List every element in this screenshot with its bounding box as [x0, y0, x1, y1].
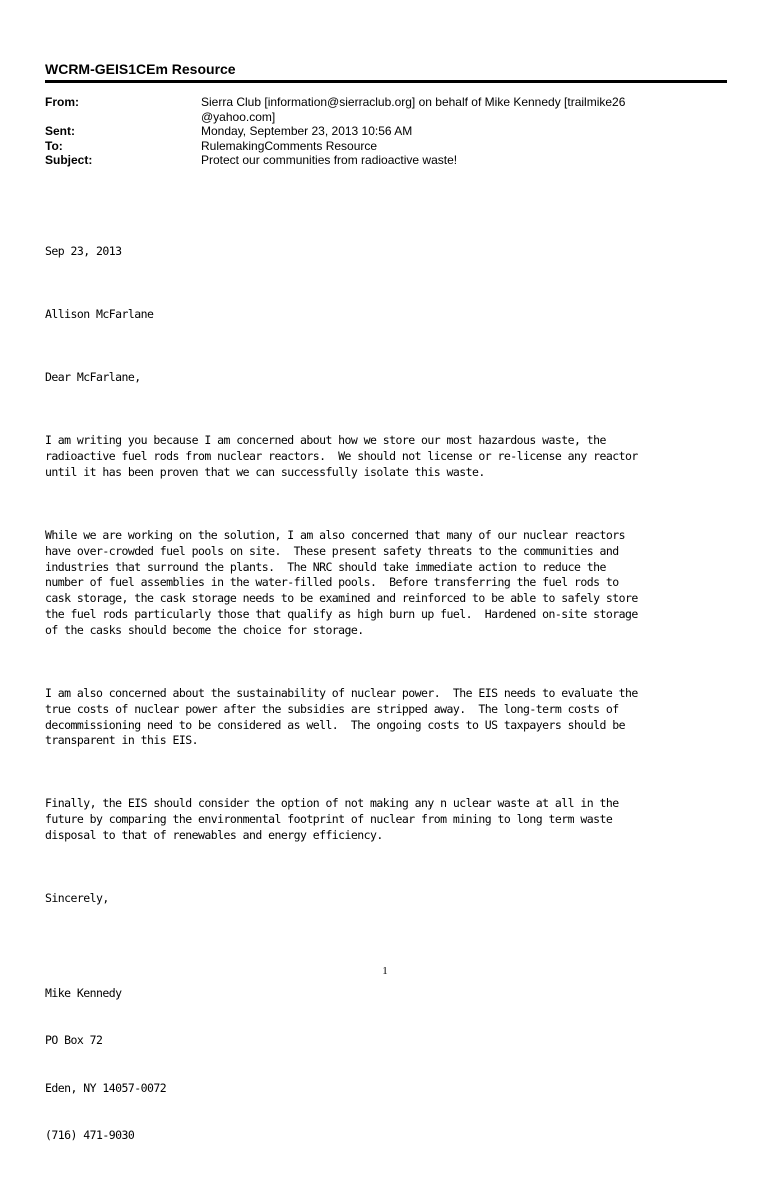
letter-paragraph: I am also concerned about the sustainability of nuclear power. The EIS needs to evaluate the true costs of nuclear power after the subsidies are stripped away. The long-term costs of decommissioning need to be considered as well. The ongoing costs to US taxpayers should be transparent in this EIS.	[45, 685, 638, 748]
letter-salutation: Dear McFarlane,	[45, 369, 141, 384]
subject-label: Subject:	[45, 153, 93, 167]
page-number: 1	[382, 965, 388, 977]
letter-paragraph: I am writing you because I am concerned about how we store our most hazardous waste, the radioactive fuel rods from nuclear reactors. We should not license or re-license any reactor until it has been proven that we can successfully isolate this waste.	[45, 433, 638, 479]
to-label: To:	[45, 138, 63, 153]
sent-row	[45, 124, 727, 139]
letter-paragraph: While we are working on the solution, I am also concerned that many of our nuclear reactors have over-crowded fuel pools on site. These present safety threats to the communities and industries that surround the plants. The NRC should take immediate action to reduce the number of fuel assemblies in the water-filled pools. Before transferring the fuel rods to cask storage, the cask storage needs to be examined and reinforced to be able to safely store the fuel rods particularly those that qualify as high burn up fuel. Hardened on-site storage of the casks should become the choice for storage.	[45, 527, 638, 637]
mailbox-title: WCRM-GEIS1CEm Resource	[45, 61, 236, 77]
subject-row	[45, 153, 727, 168]
signature-name: Mike Kennedy	[45, 986, 122, 1001]
to-value: RulemakingComments Resource	[201, 138, 378, 153]
signature-address1: PO Box 72	[45, 1033, 103, 1048]
letter-closing: Sincerely,	[45, 891, 109, 906]
signature-phone: (716) 471-9030	[45, 1128, 135, 1143]
sent-label: Sent:	[45, 124, 75, 138]
letter-date: Sep 23, 2013	[45, 243, 122, 258]
from-label: From:	[45, 95, 79, 109]
letter-recipient: Allison McFarlane	[45, 306, 154, 321]
from-value-line1: Sierra Club [information@sierraclub.org] on behalf of Mike Kennedy [trailmike26	[201, 95, 626, 109]
letter-body	[45, 212, 745, 1191]
sent-value: Monday, September 23, 2013 10:56 AM	[201, 124, 413, 138]
letter-paragraph: Finally, the EIS should consider the option of not making any n uclear waste at all in the future by comparing the environmental footprint of nuclear from mining to long term waste disposal to that of renewables and energy efficiency.	[45, 796, 619, 843]
to-row	[45, 139, 727, 154]
title-divider	[45, 80, 727, 83]
from-value	[201, 95, 727, 124]
subject-value: Protect our communities from radioactive waste!	[201, 153, 458, 167]
signature-address2: Eden, NY 14057-0072	[45, 1080, 167, 1095]
signature-block	[45, 954, 745, 1175]
email-header-block	[45, 61, 727, 168]
from-row	[45, 95, 727, 124]
from-value-line2: @yahoo.com]	[201, 109, 276, 124]
